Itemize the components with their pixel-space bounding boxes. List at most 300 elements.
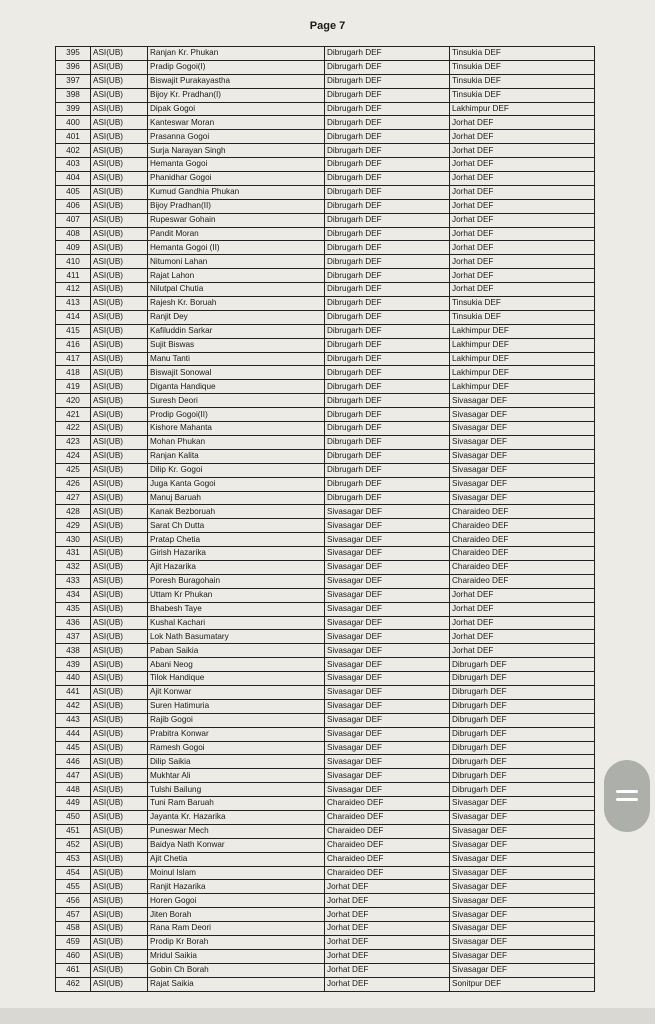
rank-cell: ASI(UB) (91, 505, 148, 519)
table-row (56, 422, 595, 436)
from-district-cell: Jorhat DEF (325, 880, 450, 894)
to-district-cell: Tinsukia DEF (450, 60, 595, 74)
to-district-cell: Dibrugarh DEF (450, 672, 595, 686)
rank-cell: ASI(UB) (91, 116, 148, 130)
serial-number-cell: 423 (56, 435, 91, 449)
to-district-cell: Sivasagar DEF (450, 408, 595, 422)
serial-number-cell: 441 (56, 685, 91, 699)
serial-number-cell: 412 (56, 283, 91, 297)
table-row (56, 269, 595, 283)
table-row (56, 560, 595, 574)
to-district-cell: Lakhimpur DEF (450, 338, 595, 352)
from-district-cell: Dibrugarh DEF (325, 172, 450, 186)
name-cell: Nilutpal Chutia (148, 283, 325, 297)
table-row (56, 199, 595, 213)
table-row (56, 324, 595, 338)
serial-number-cell: 448 (56, 783, 91, 797)
from-district-cell: Jorhat DEF (325, 977, 450, 991)
from-district-cell: Dibrugarh DEF (325, 144, 450, 158)
name-cell: Bijoy Kr. Pradhan(I) (148, 88, 325, 102)
rank-cell: ASI(UB) (91, 658, 148, 672)
to-district-cell: Jorhat DEF (450, 644, 595, 658)
serial-number-cell: 415 (56, 324, 91, 338)
from-district-cell: Dibrugarh DEF (325, 88, 450, 102)
name-cell: Moinul Islam (148, 866, 325, 880)
to-district-cell: Sivasagar DEF (450, 922, 595, 936)
serial-number-cell: 458 (56, 922, 91, 936)
from-district-cell: Dibrugarh DEF (325, 185, 450, 199)
rank-cell: ASI(UB) (91, 394, 148, 408)
name-cell: Bijoy Pradhan(II) (148, 199, 325, 213)
from-district-cell: Sivasagar DEF (325, 644, 450, 658)
table-row (56, 213, 595, 227)
serial-number-cell: 452 (56, 838, 91, 852)
from-district-cell: Jorhat DEF (325, 963, 450, 977)
from-district-cell: Charaideo DEF (325, 824, 450, 838)
to-district-cell: Lakhimpur DEF (450, 102, 595, 116)
name-cell: Tilok Handique (148, 672, 325, 686)
to-district-cell: Sivasagar DEF (450, 810, 595, 824)
table-row (56, 616, 595, 630)
name-cell: Rajib Gogoi (148, 713, 325, 727)
rank-cell: ASI(UB) (91, 463, 148, 477)
table-row (56, 547, 595, 561)
name-cell: Ajit Hazarika (148, 560, 325, 574)
rank-cell: ASI(UB) (91, 894, 148, 908)
rank-cell: ASI(UB) (91, 838, 148, 852)
table-row (56, 755, 595, 769)
rank-cell: ASI(UB) (91, 866, 148, 880)
serial-number-cell: 434 (56, 588, 91, 602)
from-district-cell: Dibrugarh DEF (325, 435, 450, 449)
to-district-cell: Charaideo DEF (450, 547, 595, 561)
table-row (56, 574, 595, 588)
serial-number-cell: 447 (56, 769, 91, 783)
from-district-cell: Dibrugarh DEF (325, 422, 450, 436)
rank-cell: ASI(UB) (91, 172, 148, 186)
to-district-cell: Jorhat DEF (450, 199, 595, 213)
name-cell: Paban Saikia (148, 644, 325, 658)
from-district-cell: Dibrugarh DEF (325, 199, 450, 213)
serial-number-cell: 397 (56, 74, 91, 88)
name-cell: Ranjan Kalita (148, 449, 325, 463)
from-district-cell: Jorhat DEF (325, 949, 450, 963)
rank-cell: ASI(UB) (91, 616, 148, 630)
to-district-cell: Jorhat DEF (450, 588, 595, 602)
from-district-cell: Sivasagar DEF (325, 602, 450, 616)
rank-cell: ASI(UB) (91, 408, 148, 422)
table-row (56, 672, 595, 686)
serial-number-cell: 416 (56, 338, 91, 352)
table-row (56, 60, 595, 74)
from-district-cell: Dibrugarh DEF (325, 269, 450, 283)
serial-number-cell: 442 (56, 699, 91, 713)
serial-number-cell: 436 (56, 616, 91, 630)
name-cell: Nitumoni Lahan (148, 255, 325, 269)
to-district-cell: Tinsukia DEF (450, 310, 595, 324)
table-row (56, 644, 595, 658)
from-district-cell: Sivasagar DEF (325, 588, 450, 602)
serial-number-cell: 395 (56, 47, 91, 61)
rank-cell: ASI(UB) (91, 810, 148, 824)
rank-cell: ASI(UB) (91, 477, 148, 491)
table-row (56, 88, 595, 102)
table-row (56, 880, 595, 894)
serial-number-cell: 404 (56, 172, 91, 186)
serial-number-cell: 407 (56, 213, 91, 227)
serial-number-cell: 401 (56, 130, 91, 144)
serial-number-cell: 459 (56, 936, 91, 950)
serial-number-cell: 439 (56, 658, 91, 672)
rank-cell: ASI(UB) (91, 880, 148, 894)
rank-cell: ASI(UB) (91, 338, 148, 352)
name-cell: Biswajit Sonowal (148, 366, 325, 380)
to-district-cell: Sivasagar DEF (450, 394, 595, 408)
serial-number-cell: 417 (56, 352, 91, 366)
to-district-cell: Jorhat DEF (450, 185, 595, 199)
name-cell: Sarat Ch Dutta (148, 519, 325, 533)
from-district-cell: Sivasagar DEF (325, 560, 450, 574)
rank-cell: ASI(UB) (91, 852, 148, 866)
from-district-cell: Sivasagar DEF (325, 741, 450, 755)
from-district-cell: Sivasagar DEF (325, 547, 450, 561)
rank-cell: ASI(UB) (91, 713, 148, 727)
from-district-cell: Sivasagar DEF (325, 630, 450, 644)
table-row (56, 977, 595, 991)
table-row (56, 741, 595, 755)
rank-cell: ASI(UB) (91, 644, 148, 658)
rank-cell: ASI(UB) (91, 699, 148, 713)
to-district-cell: Jorhat DEF (450, 158, 595, 172)
name-cell: Kanak Bezboruah (148, 505, 325, 519)
table-row (56, 602, 595, 616)
table-row (56, 297, 595, 311)
from-district-cell: Sivasagar DEF (325, 727, 450, 741)
serial-number-cell: 398 (56, 88, 91, 102)
table-row (56, 47, 595, 61)
serial-number-cell: 409 (56, 241, 91, 255)
rank-cell: ASI(UB) (91, 491, 148, 505)
table-row (56, 310, 595, 324)
to-district-cell: Sivasagar DEF (450, 880, 595, 894)
table-row (56, 394, 595, 408)
to-district-cell: Tinsukia DEF (450, 88, 595, 102)
rank-cell: ASI(UB) (91, 449, 148, 463)
to-district-cell: Sivasagar DEF (450, 852, 595, 866)
name-cell: Jiten Borah (148, 908, 325, 922)
serial-number-cell: 461 (56, 963, 91, 977)
to-district-cell: Jorhat DEF (450, 130, 595, 144)
serial-number-cell: 399 (56, 102, 91, 116)
to-district-cell: Sivasagar DEF (450, 435, 595, 449)
from-district-cell: Jorhat DEF (325, 908, 450, 922)
table-row (56, 102, 595, 116)
name-cell: Ranjan Kr. Phukan (148, 47, 325, 61)
to-district-cell: Sivasagar DEF (450, 491, 595, 505)
to-district-cell: Dibrugarh DEF (450, 685, 595, 699)
rank-cell: ASI(UB) (91, 741, 148, 755)
serial-number-cell: 450 (56, 810, 91, 824)
table-row (56, 894, 595, 908)
name-cell: Mridul Saikia (148, 949, 325, 963)
from-district-cell: Dibrugarh DEF (325, 297, 450, 311)
name-cell: Prodip Gogoi(II) (148, 408, 325, 422)
table-row (56, 769, 595, 783)
serial-number-cell: 462 (56, 977, 91, 991)
serial-number-cell: 444 (56, 727, 91, 741)
transfer-list-table-container (55, 46, 595, 992)
rank-cell: ASI(UB) (91, 533, 148, 547)
from-district-cell: Charaideo DEF (325, 810, 450, 824)
from-district-cell: Dibrugarh DEF (325, 324, 450, 338)
to-district-cell: Sivasagar DEF (450, 894, 595, 908)
from-district-cell: Sivasagar DEF (325, 783, 450, 797)
from-district-cell: Dibrugarh DEF (325, 255, 450, 269)
name-cell: Dipak Gogoi (148, 102, 325, 116)
name-cell: Ajit Konwar (148, 685, 325, 699)
from-district-cell: Charaideo DEF (325, 838, 450, 852)
to-district-cell: Lakhimpur DEF (450, 324, 595, 338)
from-district-cell: Dibrugarh DEF (325, 449, 450, 463)
serial-number-cell: 446 (56, 755, 91, 769)
to-district-cell: Sivasagar DEF (450, 797, 595, 811)
rank-cell: ASI(UB) (91, 755, 148, 769)
rank-cell: ASI(UB) (91, 908, 148, 922)
rank-cell: ASI(UB) (91, 922, 148, 936)
table-row (56, 283, 595, 297)
to-district-cell: Dibrugarh DEF (450, 727, 595, 741)
table-row (56, 713, 595, 727)
table-row (56, 949, 595, 963)
serial-number-cell: 432 (56, 560, 91, 574)
table-row (56, 783, 595, 797)
table-row (56, 185, 595, 199)
serial-number-cell: 426 (56, 477, 91, 491)
name-cell: Prabitra Konwar (148, 727, 325, 741)
name-cell: Abani Neog (148, 658, 325, 672)
to-district-cell: Jorhat DEF (450, 172, 595, 186)
name-cell: Rana Ram Deori (148, 922, 325, 936)
from-district-cell: Sivasagar DEF (325, 672, 450, 686)
from-district-cell: Charaideo DEF (325, 797, 450, 811)
from-district-cell: Dibrugarh DEF (325, 60, 450, 74)
serial-number-cell: 421 (56, 408, 91, 422)
to-district-cell: Lakhimpur DEF (450, 366, 595, 380)
rank-cell: ASI(UB) (91, 435, 148, 449)
rank-cell: ASI(UB) (91, 74, 148, 88)
from-district-cell: Dibrugarh DEF (325, 491, 450, 505)
from-district-cell: Dibrugarh DEF (325, 394, 450, 408)
from-district-cell: Jorhat DEF (325, 894, 450, 908)
table-row (56, 866, 595, 880)
to-district-cell: Tinsukia DEF (450, 297, 595, 311)
to-district-cell: Tinsukia DEF (450, 74, 595, 88)
serial-number-cell: 431 (56, 547, 91, 561)
serial-number-cell: 410 (56, 255, 91, 269)
name-cell: Bhabesh Taye (148, 602, 325, 616)
table-body (56, 47, 595, 992)
name-cell: Hemanta Gogoi (148, 158, 325, 172)
from-district-cell: Dibrugarh DEF (325, 380, 450, 394)
name-cell: Kafiluddin Sarkar (148, 324, 325, 338)
rank-cell: ASI(UB) (91, 380, 148, 394)
rank-cell: ASI(UB) (91, 574, 148, 588)
from-district-cell: Sivasagar DEF (325, 713, 450, 727)
name-cell: Surja Narayan Singh (148, 144, 325, 158)
name-cell: Lok Nath Basumatary (148, 630, 325, 644)
from-district-cell: Dibrugarh DEF (325, 310, 450, 324)
from-district-cell: Sivasagar DEF (325, 616, 450, 630)
to-district-cell: Jorhat DEF (450, 116, 595, 130)
rank-cell: ASI(UB) (91, 630, 148, 644)
to-district-cell: Sivasagar DEF (450, 463, 595, 477)
table-row (56, 352, 595, 366)
from-district-cell: Dibrugarh DEF (325, 408, 450, 422)
from-district-cell: Sivasagar DEF (325, 769, 450, 783)
table-row (56, 630, 595, 644)
from-district-cell: Sivasagar DEF (325, 699, 450, 713)
name-cell: Kanteswar Moran (148, 116, 325, 130)
rank-cell: ASI(UB) (91, 283, 148, 297)
from-district-cell: Dibrugarh DEF (325, 116, 450, 130)
from-district-cell: Sivasagar DEF (325, 755, 450, 769)
to-district-cell: Sivasagar DEF (450, 963, 595, 977)
from-district-cell: Dibrugarh DEF (325, 213, 450, 227)
table-row (56, 699, 595, 713)
from-district-cell: Sivasagar DEF (325, 533, 450, 547)
table-row (56, 491, 595, 505)
serial-number-cell: 440 (56, 672, 91, 686)
name-cell: Diganta Handique (148, 380, 325, 394)
to-district-cell: Jorhat DEF (450, 241, 595, 255)
to-district-cell: Sivasagar DEF (450, 449, 595, 463)
from-district-cell: Dibrugarh DEF (325, 158, 450, 172)
to-district-cell: Sivasagar DEF (450, 936, 595, 950)
name-cell: Sujit Biswas (148, 338, 325, 352)
name-cell: Ramesh Gogoi (148, 741, 325, 755)
scroll-handle[interactable] (604, 760, 650, 832)
serial-number-cell: 460 (56, 949, 91, 963)
rank-cell: ASI(UB) (91, 227, 148, 241)
serial-number-cell: 428 (56, 505, 91, 519)
table-row (56, 852, 595, 866)
table-row (56, 338, 595, 352)
to-district-cell: Charaideo DEF (450, 574, 595, 588)
name-cell: Rajat Saikia (148, 977, 325, 991)
to-district-cell: Jorhat DEF (450, 255, 595, 269)
to-district-cell: Lakhimpur DEF (450, 380, 595, 394)
from-district-cell: Dibrugarh DEF (325, 74, 450, 88)
serial-number-cell: 408 (56, 227, 91, 241)
table-row (56, 477, 595, 491)
rank-cell: ASI(UB) (91, 824, 148, 838)
name-cell: Hemanta Gogoi (II) (148, 241, 325, 255)
to-district-cell: Charaideo DEF (450, 505, 595, 519)
rank-cell: ASI(UB) (91, 769, 148, 783)
table-row (56, 963, 595, 977)
rank-cell: ASI(UB) (91, 158, 148, 172)
serial-number-cell: 453 (56, 852, 91, 866)
to-district-cell: Jorhat DEF (450, 283, 595, 297)
serial-number-cell: 420 (56, 394, 91, 408)
rank-cell: ASI(UB) (91, 602, 148, 616)
name-cell: Uttam Kr Phukan (148, 588, 325, 602)
name-cell: Prasanna Gogoi (148, 130, 325, 144)
to-district-cell: Jorhat DEF (450, 616, 595, 630)
serial-number-cell: 414 (56, 310, 91, 324)
name-cell: Rupeswar Gohain (148, 213, 325, 227)
rank-cell: ASI(UB) (91, 47, 148, 61)
name-cell: Phanidhar Gogoi (148, 172, 325, 186)
to-district-cell: Sivasagar DEF (450, 824, 595, 838)
to-district-cell: Sivasagar DEF (450, 422, 595, 436)
from-district-cell: Dibrugarh DEF (325, 338, 450, 352)
from-district-cell: Dibrugarh DEF (325, 477, 450, 491)
rank-cell: ASI(UB) (91, 588, 148, 602)
from-district-cell: Charaideo DEF (325, 866, 450, 880)
serial-number-cell: 413 (56, 297, 91, 311)
name-cell: Biswajit Purakayastha (148, 74, 325, 88)
rank-cell: ASI(UB) (91, 963, 148, 977)
to-district-cell: Dibrugarh DEF (450, 699, 595, 713)
serial-number-cell: 449 (56, 797, 91, 811)
rank-cell: ASI(UB) (91, 213, 148, 227)
table-row (56, 449, 595, 463)
to-district-cell: Jorhat DEF (450, 227, 595, 241)
name-cell: Baidya Nath Konwar (148, 838, 325, 852)
serial-number-cell: 429 (56, 519, 91, 533)
table-row (56, 908, 595, 922)
name-cell: Gobin Ch Borah (148, 963, 325, 977)
rank-cell: ASI(UB) (91, 685, 148, 699)
from-district-cell: Dibrugarh DEF (325, 102, 450, 116)
table-row (56, 797, 595, 811)
name-cell: Ranjit Hazarika (148, 880, 325, 894)
serial-number-cell: 425 (56, 463, 91, 477)
table-row (56, 505, 595, 519)
from-district-cell: Charaideo DEF (325, 852, 450, 866)
name-cell: Girish Hazarika (148, 547, 325, 561)
rank-cell: ASI(UB) (91, 60, 148, 74)
rank-cell: ASI(UB) (91, 102, 148, 116)
to-district-cell: Sivasagar DEF (450, 477, 595, 491)
to-district-cell: Dibrugarh DEF (450, 755, 595, 769)
serial-number-cell: 402 (56, 144, 91, 158)
serial-number-cell: 427 (56, 491, 91, 505)
name-cell: Jayanta Kr. Hazarika (148, 810, 325, 824)
rank-cell: ASI(UB) (91, 130, 148, 144)
serial-number-cell: 451 (56, 824, 91, 838)
rank-cell: ASI(UB) (91, 797, 148, 811)
serial-number-cell: 455 (56, 880, 91, 894)
name-cell: Kumud Gandhia Phukan (148, 185, 325, 199)
to-district-cell: Dibrugarh DEF (450, 783, 595, 797)
name-cell: Rajesh Kr. Boruah (148, 297, 325, 311)
rank-cell: ASI(UB) (91, 672, 148, 686)
rank-cell: ASI(UB) (91, 352, 148, 366)
rank-cell: ASI(UB) (91, 199, 148, 213)
table-row (56, 74, 595, 88)
from-district-cell: Dibrugarh DEF (325, 463, 450, 477)
table-row (56, 227, 595, 241)
rank-cell: ASI(UB) (91, 185, 148, 199)
rank-cell: ASI(UB) (91, 88, 148, 102)
name-cell: Ranjit Dey (148, 310, 325, 324)
name-cell: Rajat Lahon (148, 269, 325, 283)
to-district-cell: Jorhat DEF (450, 630, 595, 644)
name-cell: Suren Hatimuria (148, 699, 325, 713)
to-district-cell: Sivasagar DEF (450, 838, 595, 852)
